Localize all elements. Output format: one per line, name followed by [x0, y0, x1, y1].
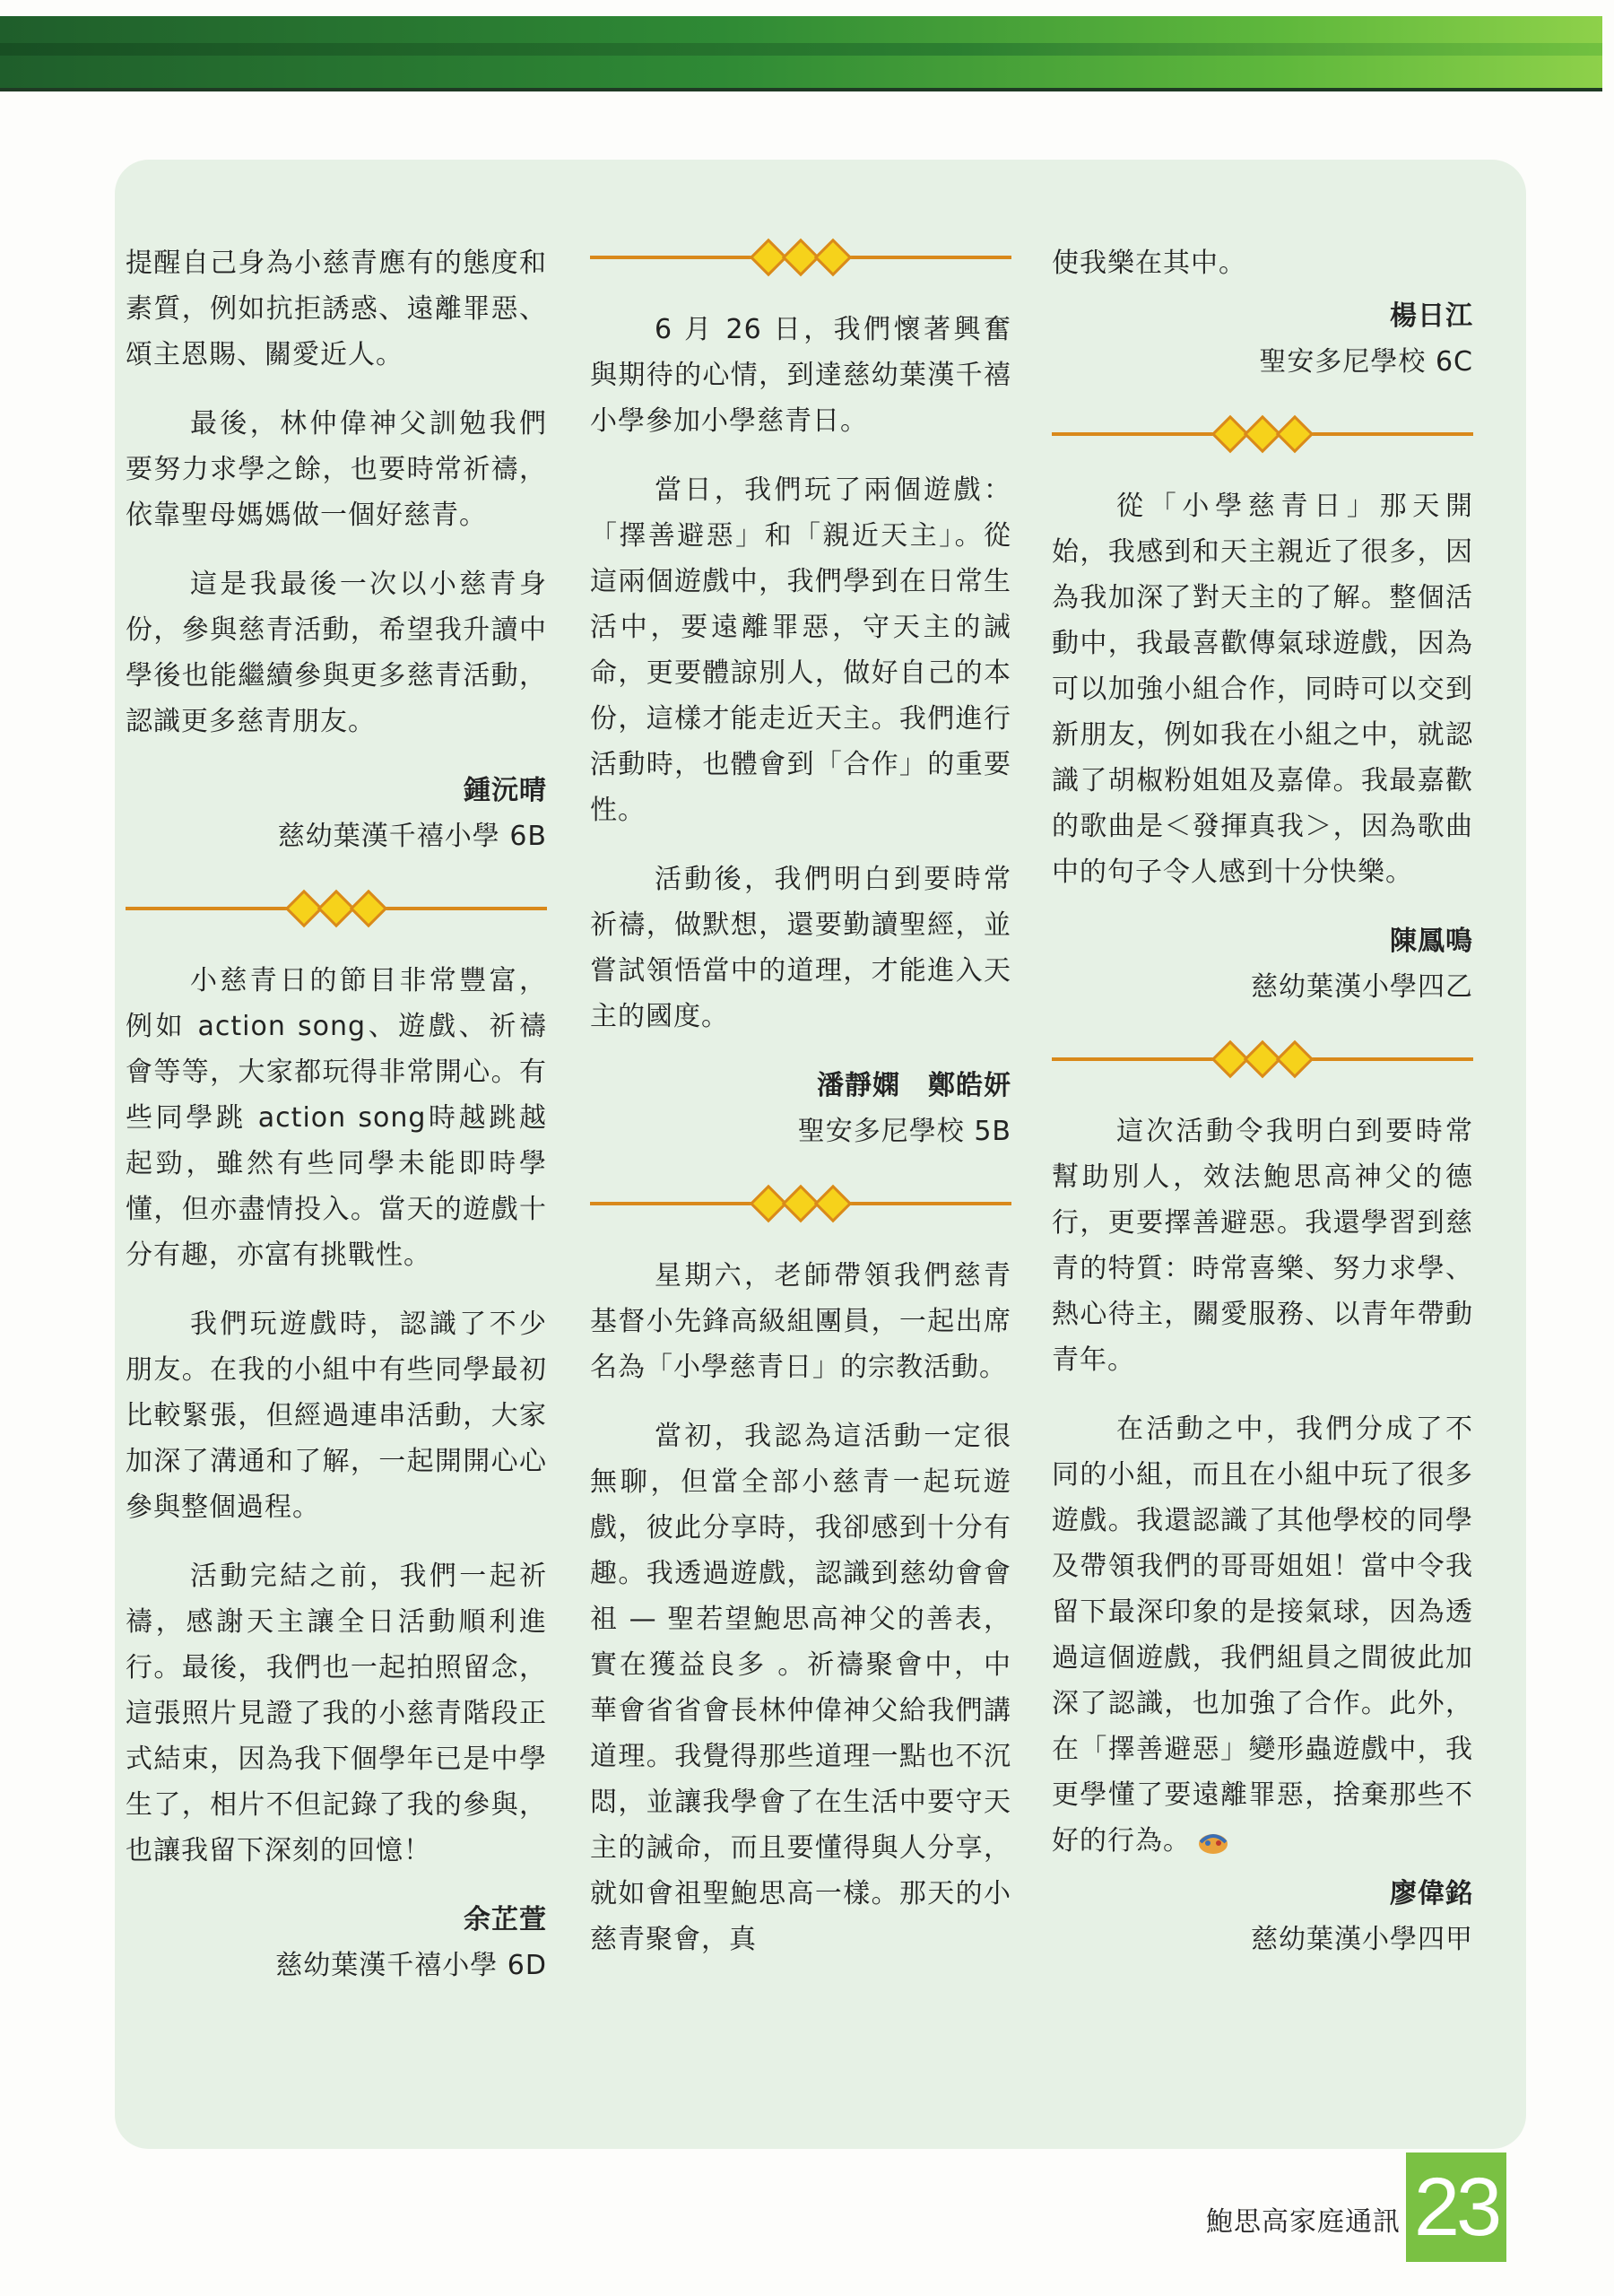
author-name: 陳鳳鳴 — [1390, 926, 1473, 957]
page-number: 23 — [1406, 2152, 1506, 2262]
column-3 — [1052, 240, 1473, 1986]
diamond-ornament-icon — [291, 895, 382, 922]
separator-divider — [590, 1178, 1011, 1230]
paragraph: 當初，我認為這活動一定很無聊，但當全部小慈青一起玩遊戲，彼此分享時，我卻感到十分有趣。我透過遊戲，認識到慈幼會會祖 — 聖若望鮑思高神父的善表，實在獲益良多 。祈禱聚會中，中華會省省會長林仲偉神父給我們講道理。我覺得那些道理一點也不沉悶，並讓我學會了在生活中要守天主的誡命，而且要懂得與人分享，就如會祖聖鮑思高一樣。那天的小慈青聚會，真 — [590, 1421, 1011, 1955]
paragraph: 從「小學慈青日」那天開始，我感到和天主親近了很多，因為我加深了對天主的了解。整個活動中，我最喜歡傳氣球遊戲，因為可以加強小組合作，同時可以交到新朋友，例如我在小組之中，就認識了胡椒粉姐姐及嘉偉。我最嘉歡的歌曲是＜發揮真我＞，因為歌曲中的句子令人感到十分快樂。 — [1052, 491, 1473, 888]
separator-divider — [590, 231, 1011, 283]
paragraph-text: 在活動之中，我們分成了不同的小組，而且在小組中玩了很多遊戲。我還認識了其他學校的同學及帶領我們的哥哥姐姐！當中令我留下最深印象的是接氣球，因為透過這個遊戲，我們組員之間彼此加深了認識，也加強了合作。此外，在「擇善避惡」變形蟲遊戲中，我更學懂了要遠離罪惡，捨棄那些不好的行為。 — [1052, 1413, 1473, 1857]
author-school: 慈幼葉漢小學四乙 — [1251, 971, 1473, 1003]
author-name: 潘靜嫻 鄭皓妍 — [817, 1070, 1011, 1101]
paragraph: 6 月 26 日，我們懷著興奮與期待的心情，到達慈幼葉漢千禧小學參加小學慈青日。 — [590, 314, 1011, 437]
paragraph: 小慈青日的節目非常豐富，例如 action song、遊戲、祈禱會等等，大家都玩得非常開心。有些同學跳 action song時越跳越起勁，雖然有些同學未能即時學懂，但亦盡情投入。當天的遊戲十分有趣，亦富有挑戰性。 — [126, 965, 547, 1271]
paragraph: 提醒自己身為小慈青應有的態度和素質，例如抗拒誘惑、遠離罪惡、頌主恩賜、關愛近人。 — [126, 248, 547, 370]
author-name: 廖偉銘 — [1390, 1878, 1473, 1909]
author-school: 聖安多尼學校 5B — [797, 1116, 1011, 1147]
paragraph: 這次活動令我明白到要時常幫助別人，效法鮑思高神父的德行，更要擇善避惡。我還學習到慈青的特質：時常喜樂、努力求學、熱心待主，關愛服務、以青年帶動青年。 — [1052, 1116, 1473, 1376]
paragraph: 活動後，我們明白到要時常祈禱，做默想，還要勤讀聖經，並嘗試領悟當中的道理，才能進入天主的國度。 — [590, 864, 1011, 1032]
author-school: 慈幼葉漢千禧小學 6D — [275, 1950, 547, 1981]
author-school: 慈幼葉漢千禧小學 6B — [277, 821, 547, 852]
header-band-stripe — [0, 43, 1602, 56]
paragraph: 我們玩遊戲時，認識了不少朋友。在我的小組中有些同學最初比較緊張，但經過連串活動，大家加深了溝通和了解，一起開開心心參與整個過程。 — [126, 1309, 547, 1523]
paragraph: 最後，林仲偉神父訓勉我們要努力求學之餘，也要時常祈禱，依靠聖母媽媽做一個好慈青。 — [126, 408, 547, 531]
column-1 — [126, 240, 547, 2012]
author-school: 慈幼葉漢小學四甲 — [1251, 1924, 1473, 1955]
paragraph — [1052, 1406, 1473, 1864]
author-name: 余芷萱 — [464, 1904, 547, 1935]
diamond-ornament-icon — [1217, 1046, 1308, 1073]
author-name: 楊日江 — [1390, 300, 1473, 332]
diamond-ornament-icon — [755, 244, 846, 271]
paragraph: 使我樂在其中。 — [1052, 248, 1246, 279]
author-school: 聖安多尼學校 6C — [1259, 346, 1473, 378]
separator-divider — [1052, 1033, 1473, 1085]
paragraph: 當日，我們玩了兩個遊戲：「擇善避惡」和「親近天主」。從這兩個遊戲中，我們學到在日常生活中，要遠離罪惡，守天主的誡命，更要體諒別人，做好自己的本份，這樣才能走近天主。我們進行活動時，也體會到「合作」的重要性。 — [590, 474, 1011, 826]
logo-icon — [1196, 1828, 1230, 1857]
column-2 — [590, 240, 1011, 1986]
author-name: 鍾沅晴 — [464, 775, 547, 806]
publication-title: 鮑思高家庭通訊 — [1206, 2206, 1401, 2238]
separator-divider — [1052, 408, 1473, 460]
diamond-ornament-icon — [755, 1190, 846, 1217]
paragraph: 這是我最後一次以小慈青身份，參與慈青活動，希望我升讀中學後也能繼續參與更多慈青活動，認識更多慈青朋友。 — [126, 569, 547, 737]
paragraph: 星期六，老師帶領我們慈青基督小先鋒高級組團員，一起出席名為「小學慈青日」的宗教活動。 — [590, 1260, 1011, 1383]
diamond-ornament-icon — [1217, 421, 1308, 448]
paragraph: 活動完結之前，我們一起祈禱，感謝天主讓全日活動順利進行。最後，我們也一起拍照留念，這張照片見證了我的小慈青階段正式結束，因為我下個學年已是中學生了，相片不但記錄了我的參與，也讓我留下深刻的回憶！ — [126, 1561, 547, 1866]
separator-divider — [126, 883, 547, 935]
